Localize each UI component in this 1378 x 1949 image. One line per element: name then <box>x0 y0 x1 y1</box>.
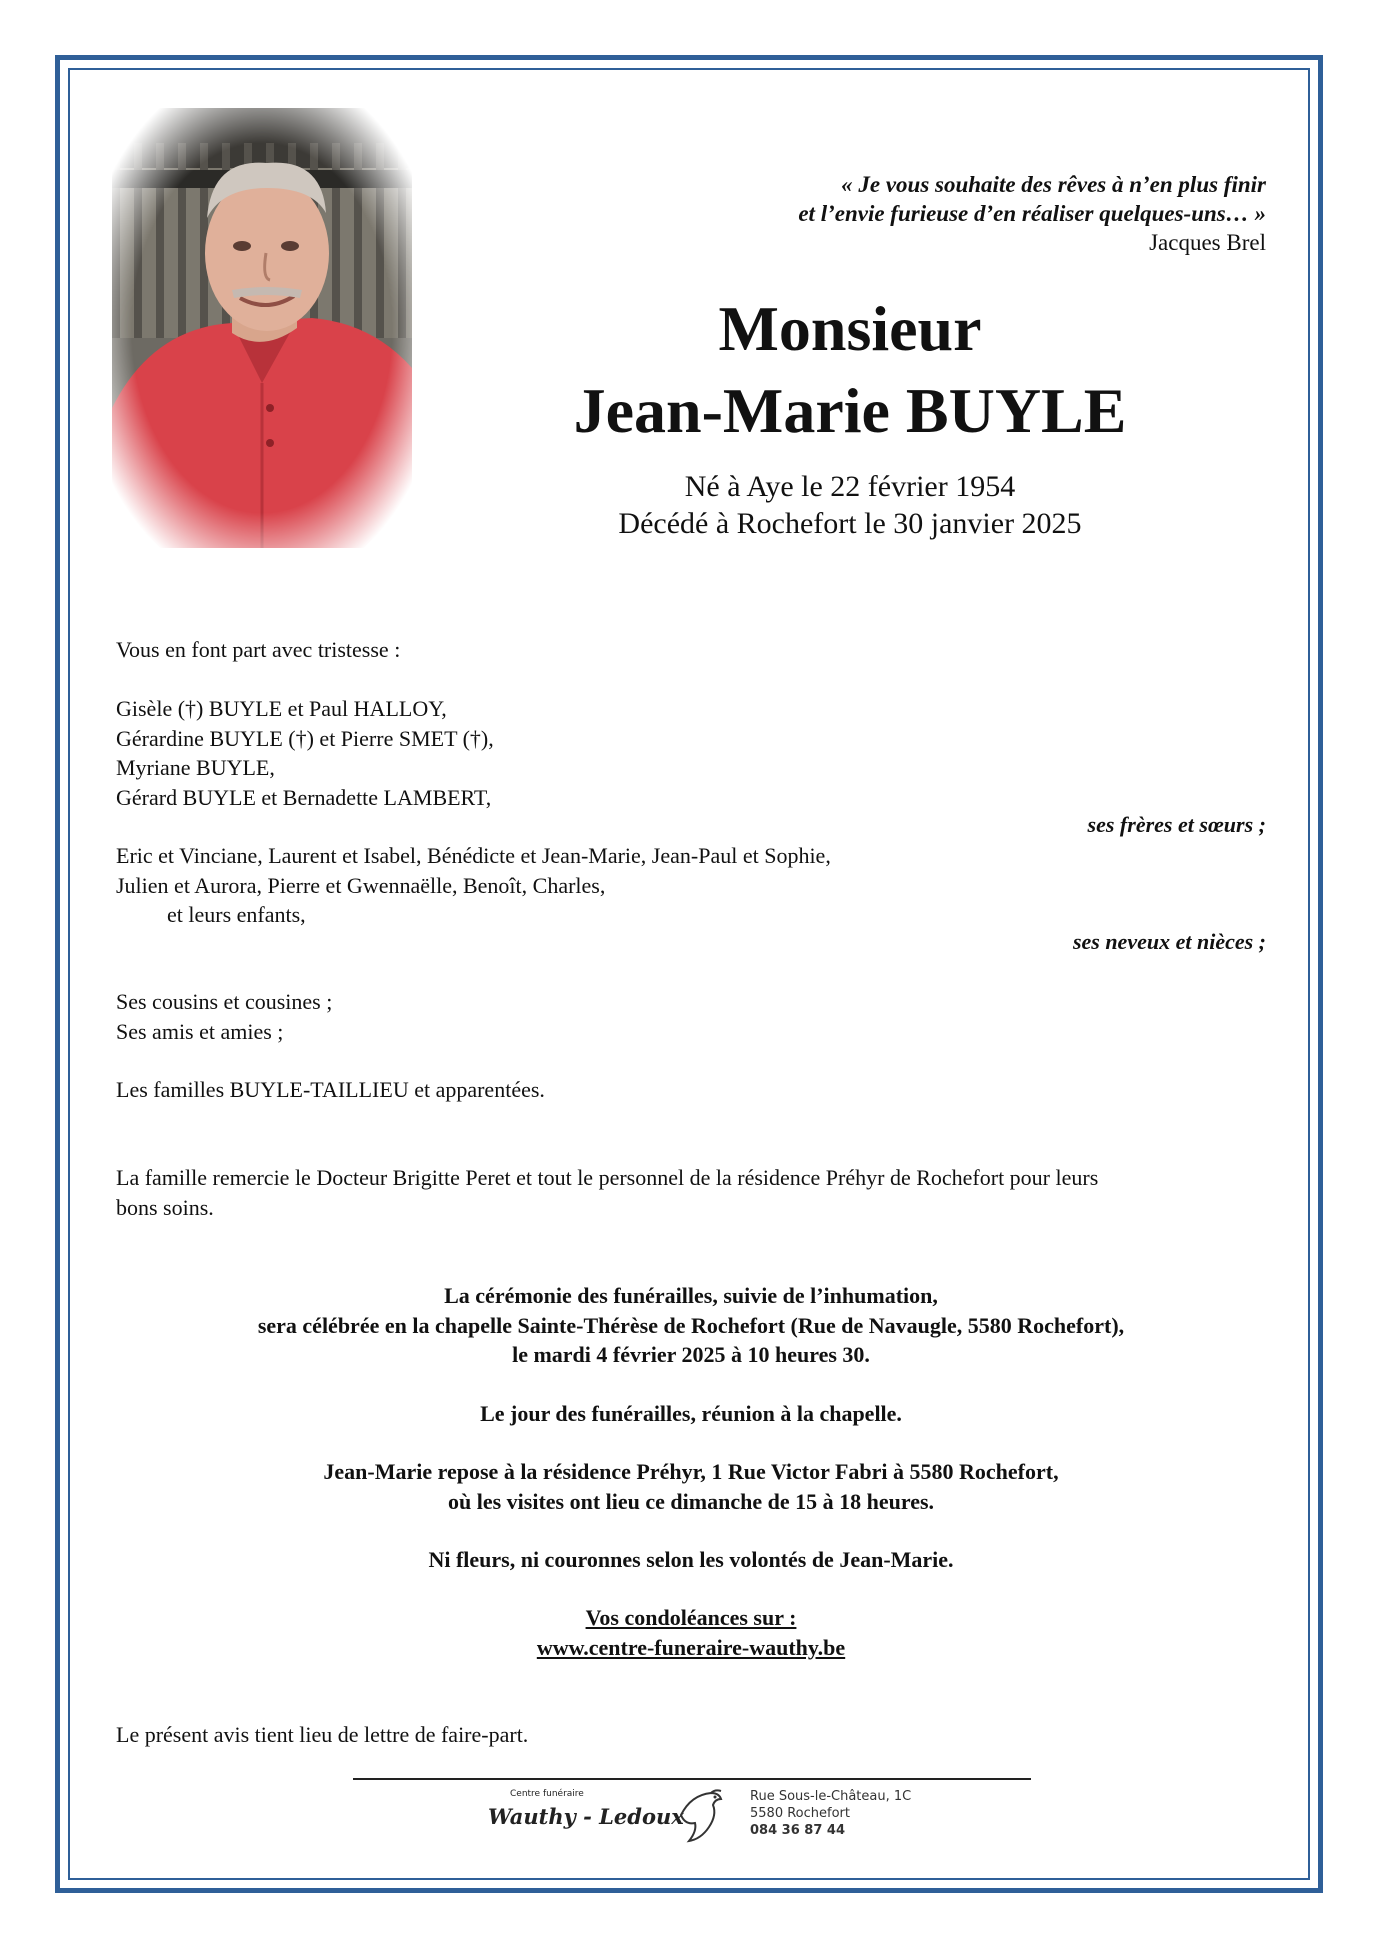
ceremony-line: sera célébrée en la chapelle Sainte-Thérèse de Rochefort (Rue de Navaugle, 5580 Rochefort), <box>257 1312 1125 1338</box>
list-item: Gisèle (†) BUYLE et Paul HALLOY, <box>116 696 447 721</box>
funeral-home-logo <box>485 1780 915 1848</box>
death-info: Décédé à Rochefort le 30 janvier 2025 <box>618 507 1082 540</box>
honorific: Monsieur <box>718 293 982 364</box>
condolences-label: Vos condoléances sur : <box>585 1605 797 1630</box>
list-item: Gérardine BUYLE (†) et Pierre SMET (†), <box>116 725 494 751</box>
list-item: Gérard BUYLE et Bernadette LAMBERT, <box>116 784 492 810</box>
closing-note: Le présent avis tient lieu de lettre de faire-part. <box>116 1722 529 1747</box>
visitation-line: où les visites ont lieu ce dimanche de 15 à 18 heures. <box>447 1488 935 1514</box>
quote-author: Jacques Brel <box>1149 230 1266 255</box>
deceased-name: Jean-Marie BUYLE <box>573 375 1127 446</box>
visitation-line: Jean-Marie repose à la résidence Préhyr, 1 Rue Victor Fabri à 5580 Rochefort, <box>323 1459 1059 1484</box>
flowers-note: Ni fleurs, ni couronnes selon les volontés de Jean-Marie. <box>428 1547 954 1572</box>
quote-line: et l’envie furieuse d’en réaliser quelques-uns… » <box>798 201 1266 226</box>
list-item: Ses cousins et cousines ; <box>116 989 333 1014</box>
families-line: Les familles BUYLE-TAILLIEU et apparentées. <box>116 1077 545 1102</box>
meeting-info: Le jour des funérailles, réunion à la chapelle. <box>480 1401 902 1426</box>
ceremony-line: le mardi 4 février 2025 à 10 heures 30. <box>512 1342 870 1367</box>
phone-number: 084 36 87 44 <box>750 1823 845 1838</box>
address-line: Rue Sous-le-Château, 1C <box>750 1789 912 1804</box>
visitation-info <box>116 1457 1266 1516</box>
quote-line: « Je vous souhaite des rêves à n’en plus finir <box>841 172 1266 197</box>
siblings-list <box>116 694 1266 812</box>
condolences-link[interactable]: www.centre-funeraire-wauthy.be <box>536 1634 846 1660</box>
logo-name: Wauthy - Ledoux <box>488 1804 684 1829</box>
portrait-photo <box>112 108 412 548</box>
condolences-block <box>116 1603 1266 1662</box>
list-item: Myriane BUYLE, <box>116 755 275 780</box>
dove-icon <box>671 1785 731 1845</box>
announce-intro: Vous en font part avec tristesse : <box>116 637 401 662</box>
ceremony-line: La cérémonie des funérailles, suivie de l’inhumation, <box>444 1283 938 1308</box>
list-item: et leurs enfants, <box>167 902 306 927</box>
funeral-home-address <box>750 1788 911 1839</box>
list-item: Ses amis et amies ; <box>116 1018 284 1044</box>
thanks-paragraph <box>116 1163 1266 1222</box>
relatives-list <box>116 987 1266 1046</box>
list-item: Julien et Aurora, Pierre et Gwennaëlle, Benoît, Charles, <box>116 872 606 898</box>
thanks-line: La famille remercie le Docteur Brigitte Peret et tout le personnel de la résidence Préhyr de Rochefort pour leurs <box>116 1165 1099 1190</box>
nephews-role: ses neveux et nièces ; <box>1072 929 1266 954</box>
nephews-list <box>116 841 1266 930</box>
birth-info: Né à Aye le 22 février 1954 <box>684 470 1016 503</box>
address-line: 5580 Rochefort <box>750 1806 850 1821</box>
list-item: Eric et Vinciane, Laurent et Isabel, Bénédicte et Jean-Marie, Jean-Paul et Sophie, <box>116 843 831 868</box>
ceremony-info <box>116 1281 1266 1370</box>
quote-block <box>566 170 1266 257</box>
thanks-line: bons soins. <box>116 1194 214 1220</box>
deceased-header <box>470 288 1230 542</box>
logo-tagline: Centre funéraire <box>510 1789 584 1799</box>
siblings-role: ses frères et sœurs ; <box>1087 812 1266 837</box>
